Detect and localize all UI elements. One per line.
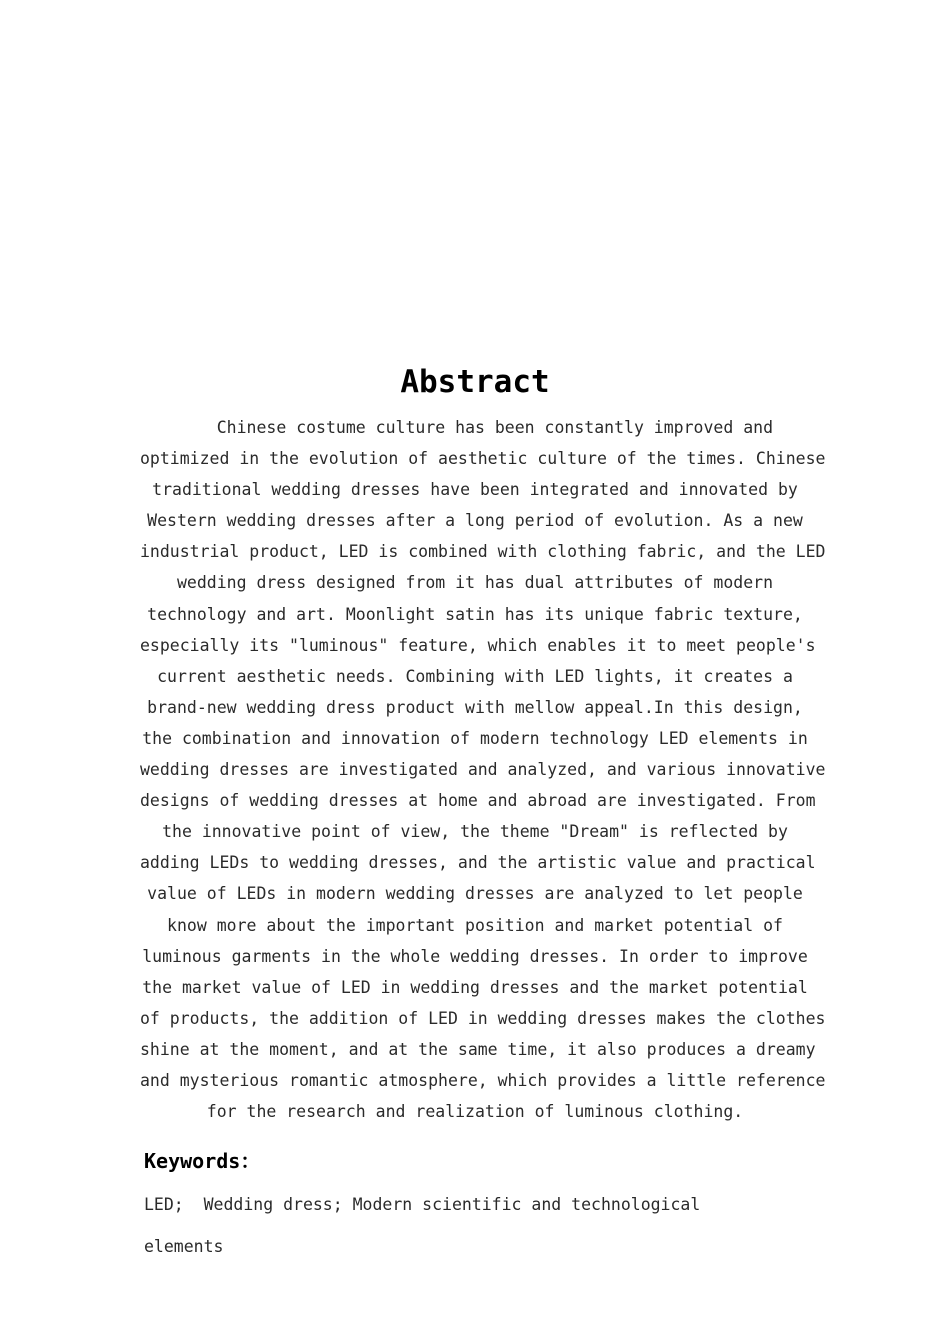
keywords-label: Keywords：	[144, 1149, 261, 1173]
abstract-line: designs of wedding dresses at home and abroad are investigated. From	[140, 791, 816, 811]
abstract-line: industrial product, LED is combined with clothing fabric, and the LED	[140, 542, 826, 562]
abstract-line: especially its "luminous" feature, which enables it to meet people's	[140, 635, 816, 655]
abstract-line: and mysterious romantic atmosphere, which provides a little reference	[140, 1070, 826, 1090]
abstract-line: optimized in the evolution of aesthetic culture of the times. Chinese	[140, 449, 826, 469]
abstract-line: wedding dresses are investigated and analyzed, and various innovative	[140, 760, 826, 780]
abstract-line: traditional wedding dresses have been integrated and innovated by	[152, 480, 798, 500]
abstract-line: wedding dress designed from it has dual attributes of modern	[176, 573, 774, 593]
abstract-title: Abstract	[400, 364, 550, 400]
keywords-section	[144, 1140, 810, 1268]
abstract-line: the market value of LED in wedding dresses and the market potential	[142, 977, 808, 997]
abstract-line: value of LEDs in modern wedding dresses are analyzed to let people	[147, 884, 803, 904]
abstract-line: Chinese costume culture has been constantly improved and	[176, 418, 774, 437]
keywords-text: LED; Wedding dress; Modern scientific and technological	[144, 1195, 701, 1214]
abstract-line: know more about the important position and market potential of	[167, 915, 783, 935]
abstract-body	[140, 412, 826, 1127]
abstract-line: Western wedding dresses after a long period of evolution. As a new	[147, 511, 803, 531]
keywords-text-continued: elements	[144, 1237, 224, 1256]
abstract-line: for the research and realization of luminous clothing.	[206, 1102, 744, 1122]
abstract-line: shine at the moment, and at the same time, it also produces a dreamy	[140, 1039, 816, 1059]
abstract-line: the combination and innovation of modern technology LED elements in	[142, 728, 808, 748]
abstract-line: technology and art. Moonlight satin has its unique fabric texture,	[147, 604, 803, 624]
abstract-line: the innovative point of view, the theme "Dream" is reflected by	[162, 822, 788, 842]
abstract-line: adding LEDs to wedding dresses, and the artistic value and practical	[140, 853, 816, 873]
abstract-line: current aesthetic needs. Combining with LED lights, it creates a	[157, 666, 793, 686]
abstract-line: brand-new wedding dress product with mellow appeal.In this design,	[147, 697, 803, 717]
abstract-line: luminous garments in the whole wedding dresses. In order to improve	[142, 946, 808, 966]
abstract-line: of products, the addition of LED in wedding dresses makes the clothes	[140, 1008, 826, 1028]
